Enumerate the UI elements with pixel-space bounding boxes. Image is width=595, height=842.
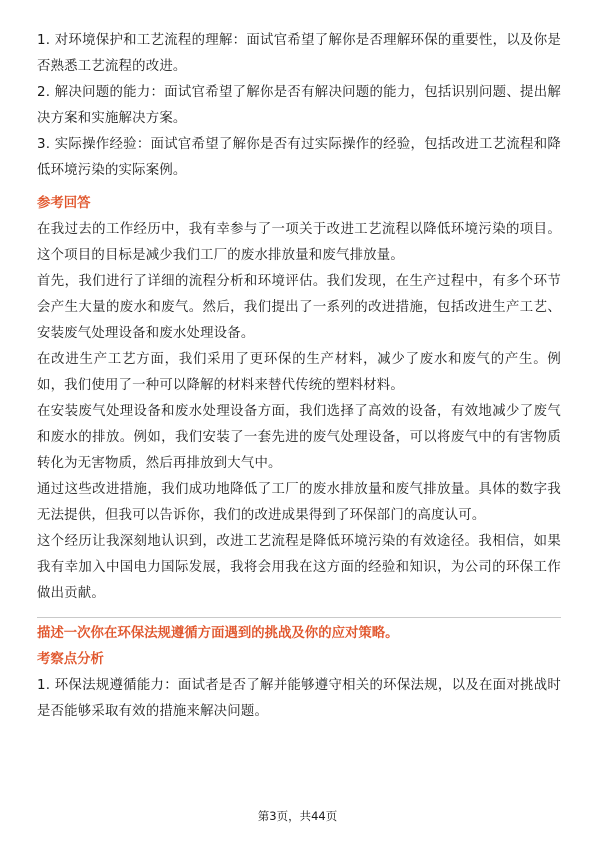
page-footer: 第3页，共44页 bbox=[257, 809, 338, 823]
answer-paragraph: 首先，我们进行了详细的流程分析和环境评估。我们发现，在生产过程中，有多个环节会产生大量的废水和废气。然后，我们提出了一系列的改进措施，包括改进生产工艺、安装废气处理设备和废水处理设备。 bbox=[37, 274, 561, 341]
answer-paragraph: 在安装废气处理设备和废水处理设备方面，我们选择了高效的设备，有效地减少了废气和废水的排放。例如，我们安装了一套先进的废气处理设备，可以将废气中的有害物质转化为无害物质，然后再排放到大气中。 bbox=[37, 404, 561, 471]
point-item: 3. 实际操作经验：面试官希望了解你是否有过实际操作的经验，包括改进工艺流程和降低环境污染的实际案例。 bbox=[37, 137, 561, 178]
question-title: 描述一次你在环保法规遵循方面遇到的挑战及你的应对策略。 bbox=[37, 626, 399, 641]
analysis-item: 1. 环保法规遵循能力：面试者是否了解并能够遵守相关的环保法规，以及在面对挑战时是否能够采取有效的措施来解决问题。 bbox=[37, 678, 561, 719]
analysis-heading: 考察点分析 bbox=[37, 652, 104, 667]
answer-paragraph: 通过这些改进措施，我们成功地降低了工厂的废水排放量和废气排放量。具体的数字我无法提供，但我可以告诉你，我们的改进成果得到了环保部门的高度认可。 bbox=[37, 482, 561, 523]
point-item: 2. 解决问题的能力：面试官希望了解你是否有解决问题的能力，包括识别问题、提出解决方案和实施解决方案。 bbox=[37, 85, 561, 126]
answer-paragraph: 在改进生产工艺方面，我们采用了更环保的生产材料，减少了废水和废气的产生。例如，我们使用了一种可以降解的材料来替代传统的塑料材料。 bbox=[37, 352, 561, 393]
section-divider bbox=[37, 617, 561, 618]
answer-paragraph: 在我过去的工作经历中，我有幸参与了一项关于改进工艺流程以降低环境污染的项目。这个项目的目标是减少我们工厂的废水排放量和废气排放量。 bbox=[37, 222, 561, 263]
point-item: 1. 对环境保护和工艺流程的理解：面试官希望了解你是否理解环保的重要性，以及你是否熟悉工艺流程的改进。 bbox=[37, 33, 561, 74]
answer-heading: 参考回答 bbox=[37, 196, 91, 211]
answer-paragraph: 这个经历让我深刻地认识到，改进工艺流程是降低环境污染的有效途径。我相信，如果我有幸加入中国电力国际发展，我将会用我在这方面的经验和知识，为公司的环保工作做出贡献。 bbox=[37, 534, 561, 601]
page-content bbox=[37, 28, 561, 725]
